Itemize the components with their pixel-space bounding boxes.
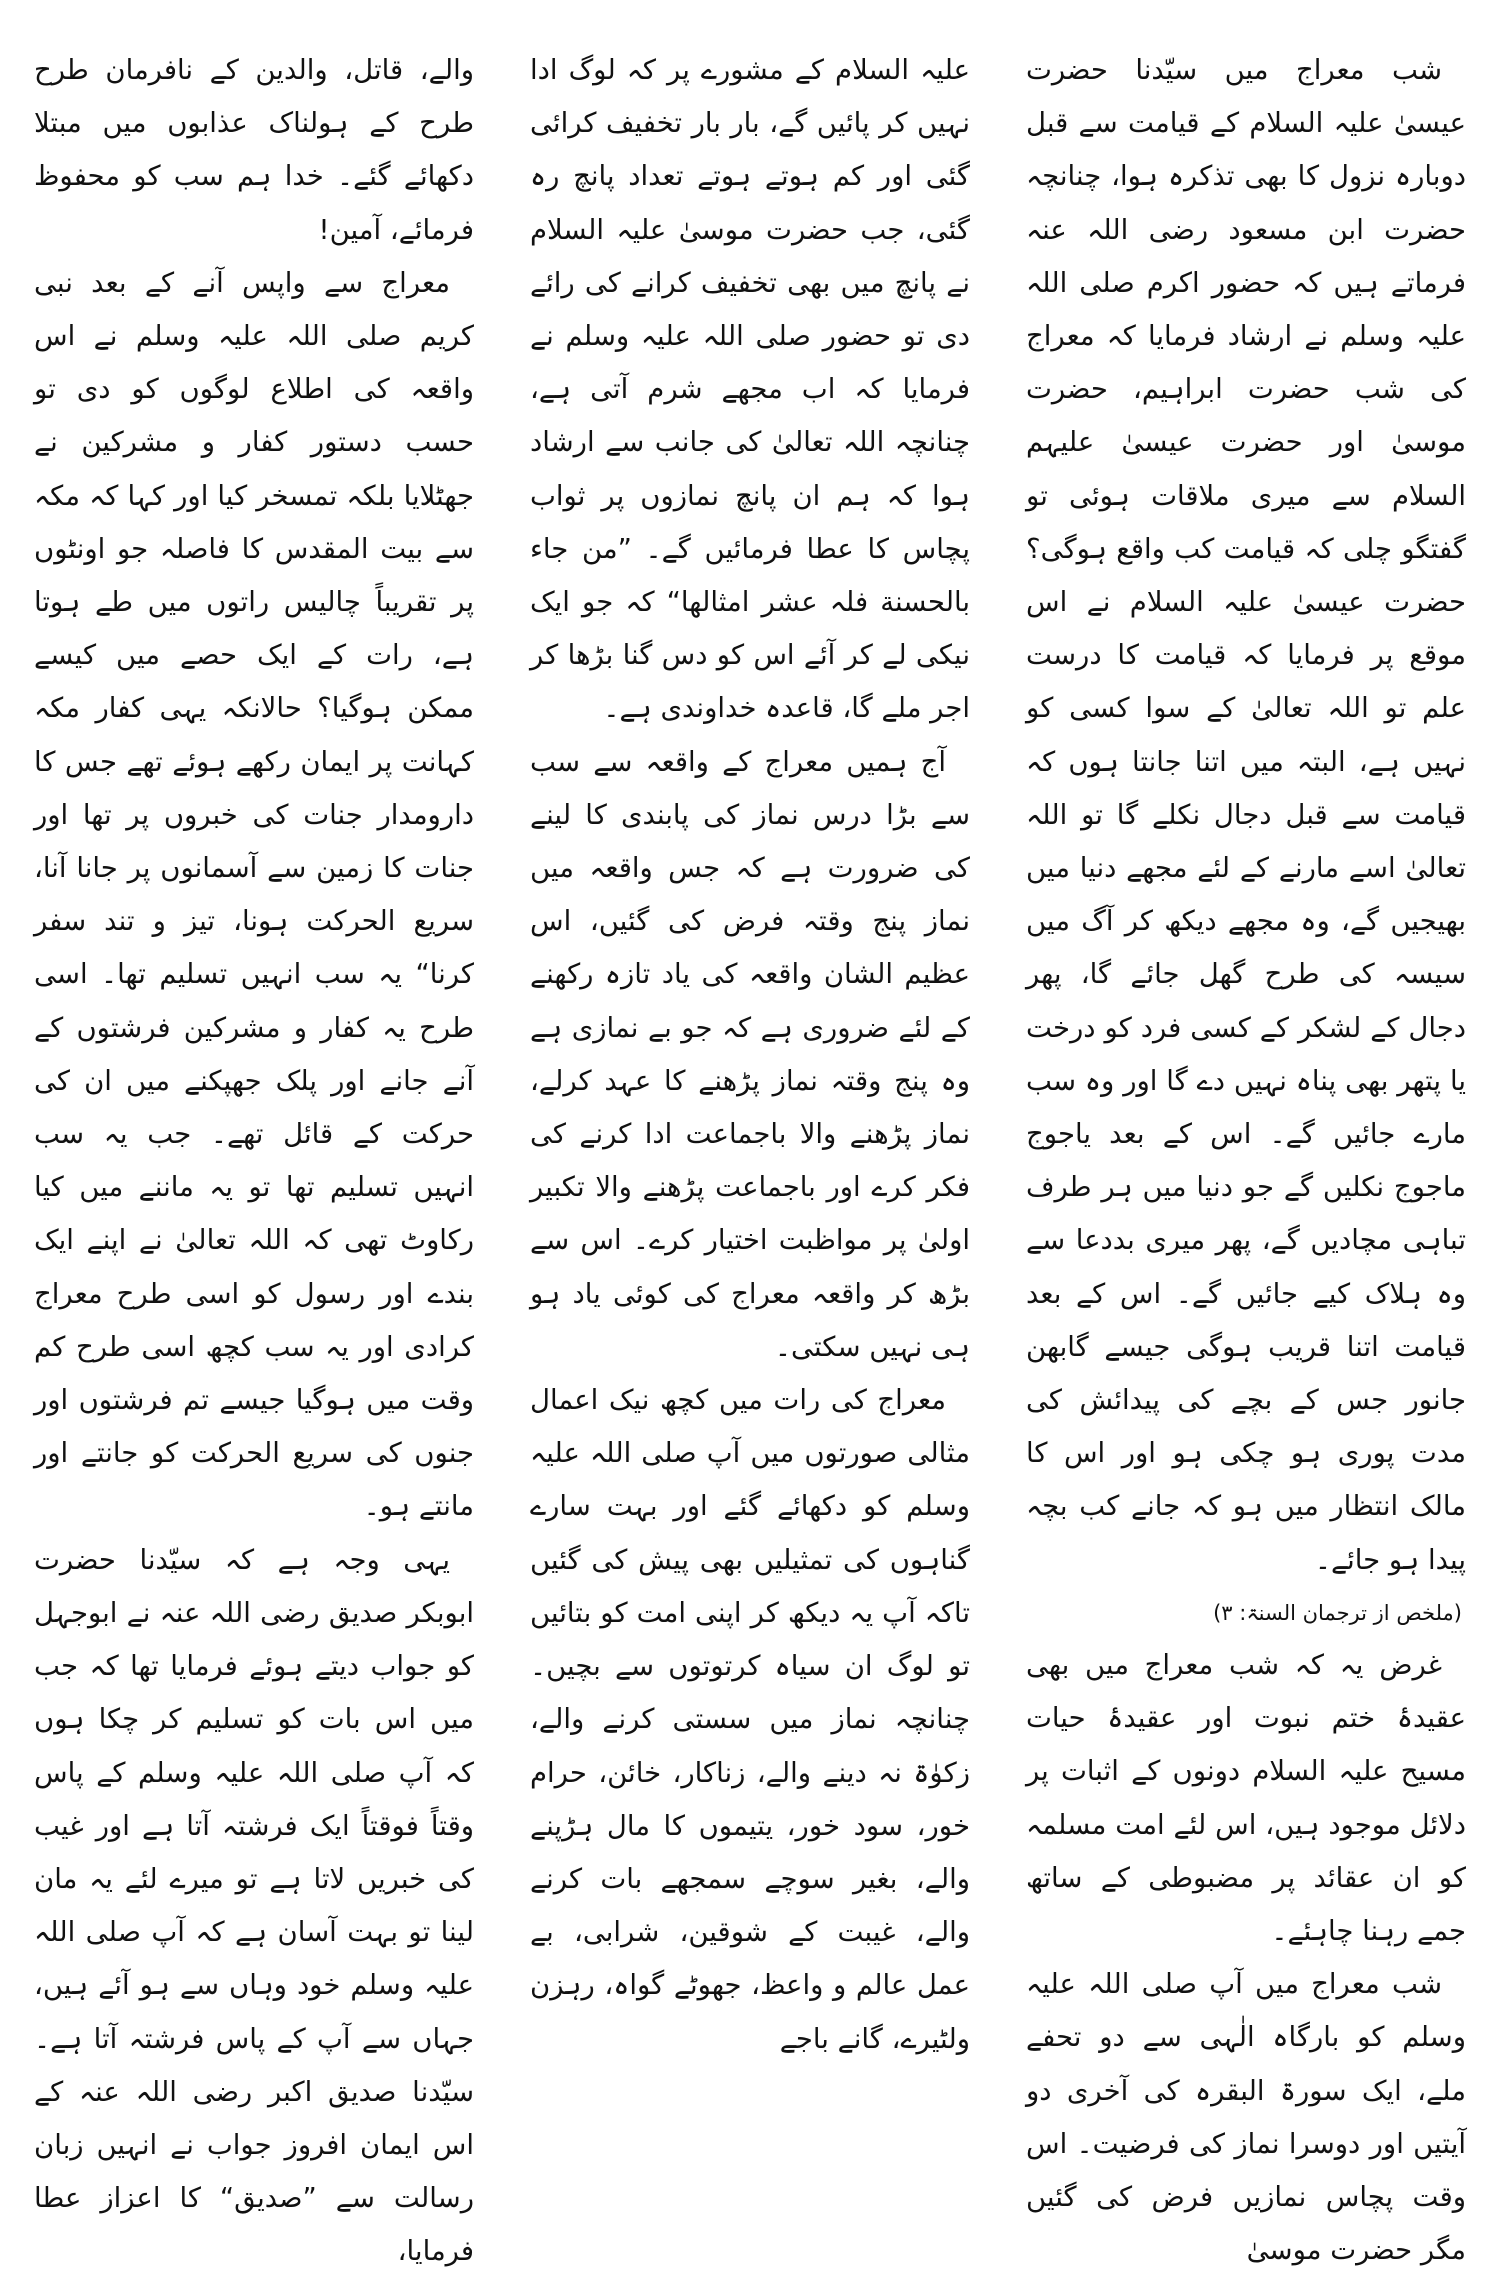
paragraph: شب معراج میں سیّدنا حضرت عیسیٰ علیہ السلام کے قیامت سے قبل دوبارہ نزول کا بھی تذکرہ ہوا، چنانچہ حضرت ابن مسعود رضی اللہ عنہ فرماتے ہیں کہ حضور اکرم صلی اللہ علیہ وسلم نے ارشاد فرمایا کہ معراج کی شب حضرت ابراہیم، حضرت موسیٰ اور حضرت عیسیٰ علیہم السلام سے میری ملاقات ہوئی تو گفتگو چلی کہ قیامت کب واقع ہوگی؟ حضرت عیسیٰ علیہ السلام نے اس موقع پر فرمایا کہ قیامت کا درست علم تو اللہ تعالیٰ کے سوا کسی کو نہیں ہے، البتہ میں اتنا جانتا ہوں کہ قیامت سے قبل دجال نکلے گا تو اللہ تعالیٰ اسے مارنے کے لئے مجھے دنیا میں بھیجیں گے، وہ مجھے دیکھ کر آگ میں سیسہ کی طرح گھل جائے گا، پھر دجال کے لشکر کے کسی فرد کو درخت یا پتھر بھی پناہ نہیں دے گا اور وہ سب مارے جائیں گے۔ اس کے بعد یاجوج ماجوج نکلیں گے جو دنیا میں ہر طرف تباہی مچادیں گے، پھر میری بددعا سے وہ ہلاک کیے جائیں گے۔ اس کے بعد قیامت اتنا قریب ہوگی جیسے گابھن جانور جس کے بچے کی پیدائش کی مدت پوری ہو چکی ہو اور اس کا مالک انتظار میں ہو کہ جانے کب بچہ پیدا ہو جائے۔ bbox=[1026, 54, 1466, 1576]
paragraph: یہی وجہ ہے کہ سیّدنا حضرت ابوبکر صدیق رضی اللہ عنہ نے ابوجہل کو جواب دیتے ہوئے فرمایا تھا کہ جب میں اس بات کو تسلیم کر چکا ہوں کہ آپ صلی اللہ علیہ وسلم کے پاس وقتاً فوقتاً ایک فرشتہ آتا ہے اور غیب کی خبریں لاتا ہے تو میرے لئے یہ مان لینا تو بہت آسان ہے کہ آپ صلی اللہ علیہ وسلم خود وہاں سے ہو آئے ہیں، جہاں سے آپ کے پاس فرشتہ آتا ہے۔ سیّدنا صدیق اکبر رضی اللہ عنہ کے اس ایمان افروز جواب نے انہیں زبان رسالت سے ”صدیق“ کا اعزاز عطا فرمایا، bbox=[34, 1543, 474, 2268]
paragraph: معراج سے واپس آنے کے بعد نبی کریم صلی اللہ علیہ وسلم نے اس واقعہ کی اطلاع لوگوں کو دی تو حسب دستور کفار و مشرکین نے جھٹلایا بلکہ تمسخر کیا اور کہا کہ مکہ سے بیت المقدس کا فاصلہ جو اونٹوں پر تقریباً چالیس راتوں میں طے ہوتا ہے، رات کے ایک حصے میں کیسے ممکن ہوگیا؟ حالانکہ یہی کفار مکہ کہانت پر ایمان رکھے ہوئے تھے جس کا دارومدار جنات کی خبروں پر تھا اور جنات کا زمین سے آسمانوں پر جانا آنا، سریع الحرکت ہونا، تیز و تند سفر کرنا“ یہ سب انہیں تسلیم تھا۔ اسی طرح یہ کفار و مشرکین فرشتوں کے آنے جانے اور پلک جھپکنے میں ان کی حرکت کے قائل تھے۔ جب یہ سب انہیں تسلیم تھا تو یہ ماننے میں کیا رکاوٹ تھی کہ اللہ تعالیٰ نے اپنے ایک بندے اور رسول کو اسی طرح معراج کرادی اور یہ سب کچھ اسی طرح کم وقت میں ہوگیا جیسے تم فرشتوں اور جنوں کی سریع الحرکت کو جانتے اور مانتے ہو۔ bbox=[34, 266, 474, 1523]
column-middle bbox=[530, 44, 970, 2170]
paragraph: شب معراج میں آپ صلی اللہ علیہ وسلم کو بارگاہ الٰہی سے دو تحفے ملے، ایک سورۃ البقرہ کی آخری دو آیتیں اور دوسرا نماز کی فرضیت۔ اس وقت پچاس نمازیں فرض کی گئیں مگر حضرت موسیٰ bbox=[1026, 1968, 1466, 2267]
paragraph: آج ہمیں معراج کے واقعہ سے سب سے بڑا درس نماز کی پابندی کا لینے کی ضرورت ہے کہ جس واقعہ میں نماز پنج وقتہ فرض کی گئیں، اس عظیم الشان واقعہ کی یاد تازہ رکھنے کے لئے ضروری ہے کہ جو بے نمازی ہے وہ پنج وقتہ نماز پڑھنے کا عہد کرلے، نماز پڑھنے والا باجماعت ادا کرنے کی فکر کرے اور باجماعت پڑھنے والا تکبیر اولیٰ پر مواظبت اختیار کرے۔ اس سے بڑھ کر واقعہ معراج کی کوئی یاد ہو ہی نہیں سکتی۔ bbox=[530, 745, 970, 1363]
paragraph: والے، قاتل، والدین کے نافرمان طرح طرح کے ہولناک عذابوں میں مبتلا دکھائے گئے۔ خدا ہم سب کو محفوظ فرمائے، آمین! bbox=[34, 54, 474, 246]
paragraph: غرض یہ کہ شب معراج میں بھی عقیدۂ ختم نبوت اور عقیدۂ حیات مسیح علیہ السلام دونوں کے اثبات پر دلائل موجود ہیں، اس لئے امت مسلمہ کو ان عقائد پر مضبوطی کے ساتھ جمے رہنا چاہئے۔ bbox=[1026, 1648, 1466, 1947]
paragraph: علیہ السلام کے مشورے پر کہ لوگ ادا نہیں کر پائیں گے، بار بار تخفیف کرائی گئی اور کم ہوتے ہوتے تعداد پانچ رہ گئی، جب حضرت موسیٰ علیہ السلام نے پانچ میں بھی تخفیف کرانے کی رائے دی تو حضور صلی اللہ علیہ وسلم نے فرمایا کہ اب مجھے شرم آتی ہے، چنانچہ اللہ تعالیٰ کی جانب سے ارشاد ہوا کہ ہم ان پانچ نمازوں پر ثواب پچاس کا عطا فرمائیں گے۔ ”من جاء بالحسنة فلہ عشر امثالھا“ کہ جو ایک نیکی لے کر آئے اس کو دس گنا بڑھا کر اجر ملے گا، قاعدہ خداوندی ہے۔ bbox=[530, 54, 970, 725]
paragraph: معراج کی رات میں کچھ نیک اعمال مثالی صورتوں میں آپ صلی اللہ علیہ وسلم کو دکھائے گئے اور بہت سارے گناہوں کی تمثیلیں بھی پیش کی گئیں تاکہ آپ یہ دیکھ کر اپنی امت کو بتائیں تو لوگ ان سیاہ کرتوتوں سے بچیں۔ چنانچہ نماز میں سستی کرنے والے، زکوٰۃ نہ دینے والے، زناکار، خائن، حرام خور، سود خور، یتیموں کا مال ہڑپنے والے، بغیر سوچے سمجھے بات کرنے والے، غیبت کے شوقین، شرابی، بے عمل عالم و واعظ، جھوٹے گواہ، رہزن ولٹیرے، گانے باجے bbox=[530, 1384, 970, 2055]
column-left bbox=[34, 44, 474, 2268]
text-columns bbox=[34, 44, 1466, 2268]
column-right bbox=[1026, 44, 1466, 2267]
citation: (ملخص از ترجمان السنۃ: ۳) bbox=[1213, 1600, 1462, 1625]
